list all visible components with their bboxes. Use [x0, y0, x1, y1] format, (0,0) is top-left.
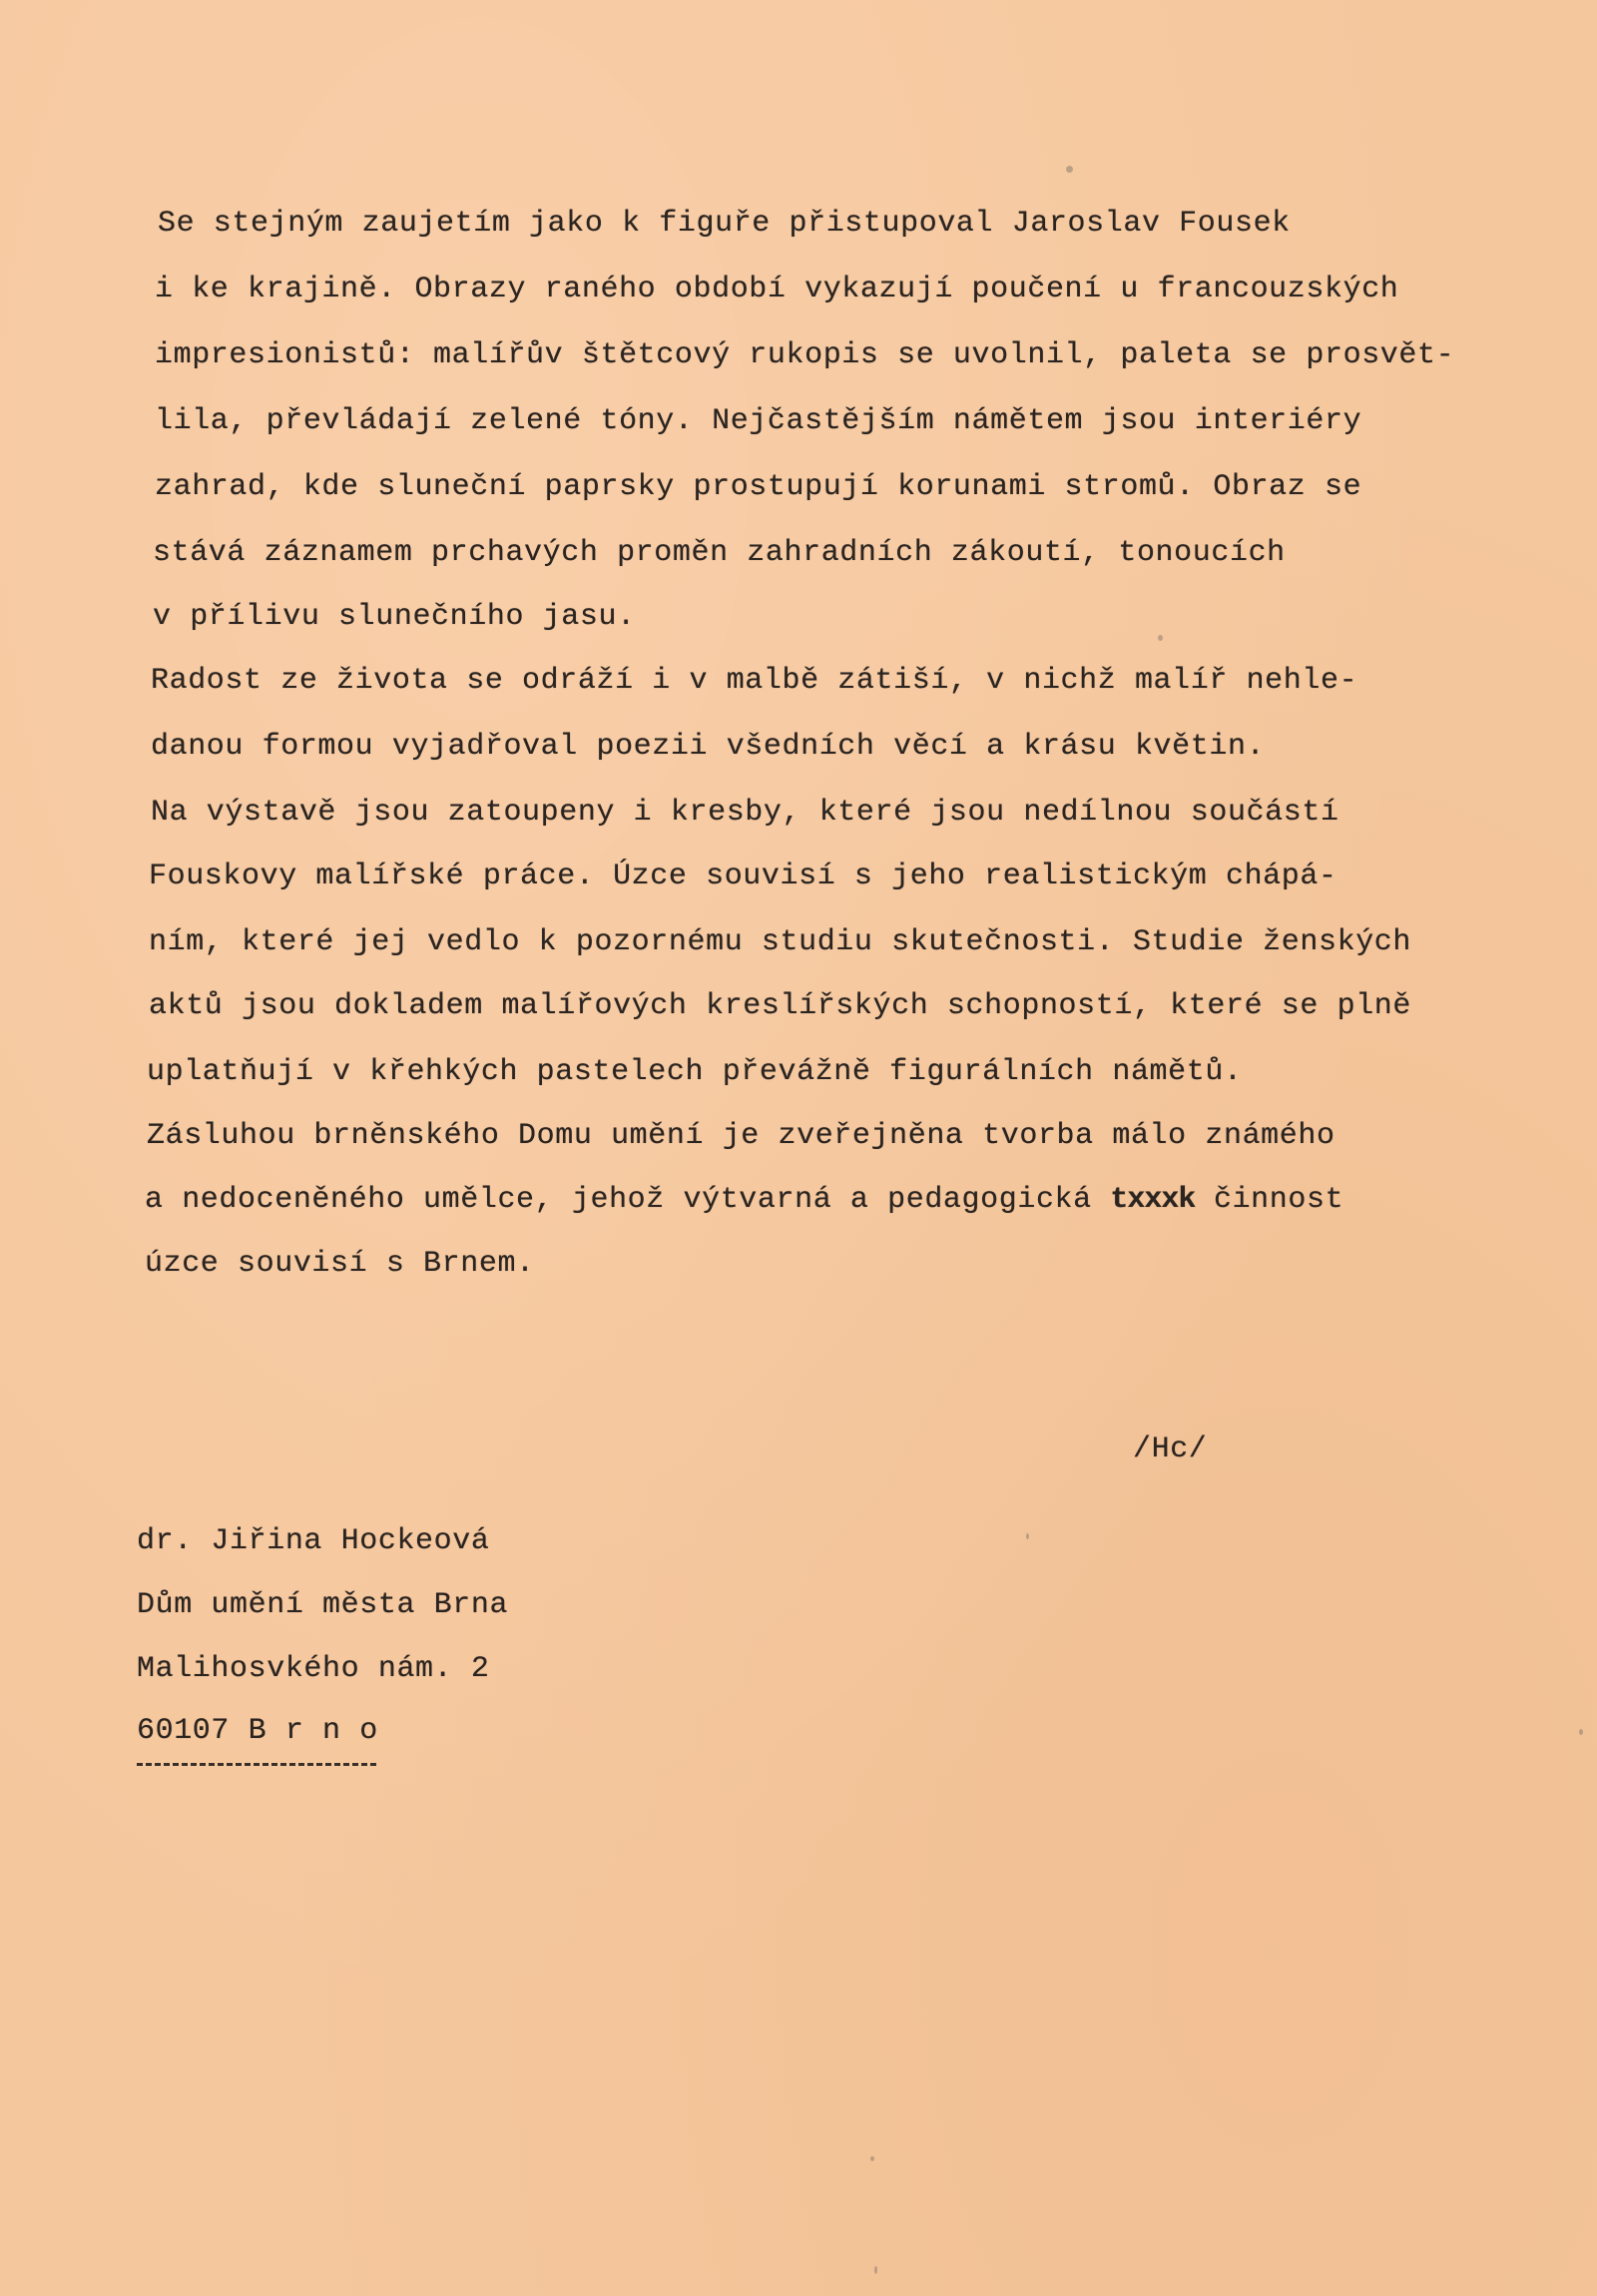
body-line-11: Fouskovy malířské práce. Úzce souvisí s jeho realistickým chápá- — [149, 860, 1337, 893]
body-line-1: Se stejným zaujetím jako k figuře přistupoval Jaroslav Fousek — [158, 207, 1291, 241]
paper-speck — [1026, 1533, 1029, 1539]
body-line-16-text: a nedoceněného umělce, jehož výtvarná a pedagogická — [145, 1183, 1111, 1217]
address-city: 60107 B r n o — [137, 1714, 378, 1748]
paper-speck — [1579, 1729, 1583, 1735]
paper-speck — [1066, 166, 1073, 173]
body-line-9: danou formou vyjadřoval poezii všedních věcí a krásu květin. — [151, 730, 1266, 764]
body-line-7: v přílivu slunečního jasu. — [153, 600, 636, 634]
address-institution: Dům umění města Brna — [137, 1588, 509, 1622]
paper-speck — [870, 2156, 874, 2161]
address-underline — [137, 1763, 376, 1766]
paper-speck — [874, 2266, 877, 2274]
body-line-13: aktů jsou dokladem malířových kreslířských schopností, které se plně — [149, 989, 1411, 1023]
body-line-6: stává záznamem prchavých proměn zahradních zákoutí, tonoucích — [153, 536, 1286, 570]
body-line-3: impresionistů: malířův štětcový rukopis se uvolnil, paleta se prosvět- — [155, 338, 1455, 372]
struck-out-typo: txxxk — [1110, 1183, 1196, 1217]
body-line-8: Radost ze života se odráží i v malbě zátiší, v nichž malíř nehle- — [151, 664, 1358, 698]
body-line-2: i ke krajině. Obrazy raného období vykazují poučení u francouzských — [155, 273, 1399, 306]
address-street: Malihosvkého nám. 2 — [137, 1652, 490, 1686]
body-line-10: Na výstavě jsou zatoupeny i kresby, které jsou nedílnou součástí — [151, 796, 1339, 830]
body-line-16 — [145, 1182, 1343, 1218]
body-line-5: zahrad, kde sluneční paprsky prostupují korunami stromů. Obraz se — [155, 470, 1362, 504]
body-line-15: Zásluhou brněnského Domu umění je zveřejněna tvorba málo známého — [147, 1119, 1335, 1153]
body-line-4: lila, převládají zelené tóny. Nejčastějším námětem jsou interiéry — [155, 404, 1362, 438]
body-line-14: uplatňují v křehkých pastelech převážně figurálních námětů. — [147, 1055, 1243, 1089]
address-name: dr. Jiřina Hockeová — [137, 1524, 490, 1558]
body-line-17: úzce souvisí s Brnem. — [145, 1247, 535, 1281]
body-line-16-end: činnost — [1195, 1183, 1344, 1217]
paper-speck — [1158, 635, 1163, 641]
author-initials: /Hc/ — [1133, 1433, 1208, 1466]
body-line-12: ním, které jej vedlo k pozornému studiu skutečnosti. Studie ženských — [149, 925, 1411, 959]
